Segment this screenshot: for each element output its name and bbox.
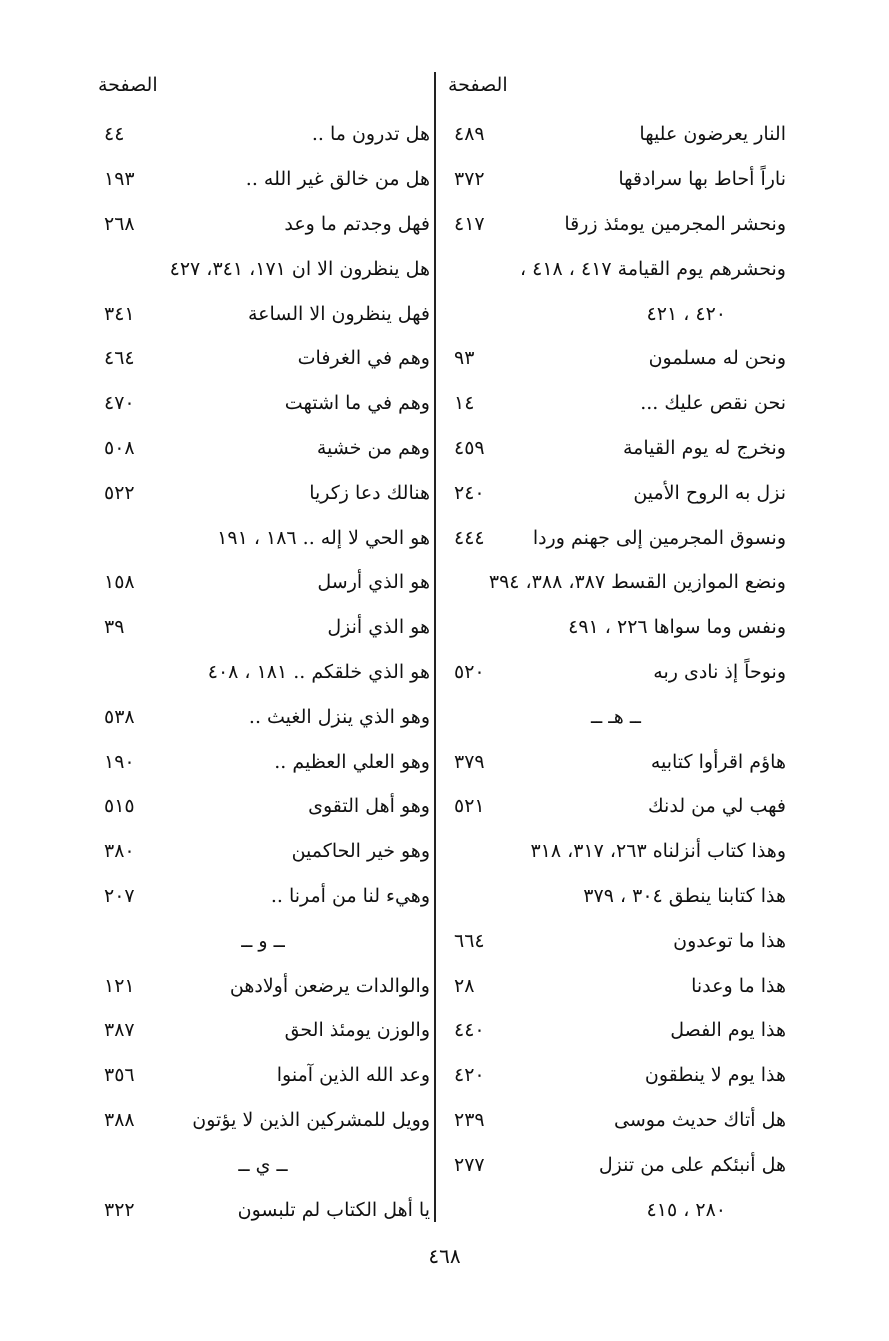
entry-page-number: ٣٤١ [104, 302, 135, 325]
section-letter: ــ هـ ــ [591, 705, 641, 728]
index-entry [96, 157, 430, 202]
page-number: ٤٦٨ [428, 1244, 461, 1268]
index-entry [96, 381, 430, 426]
entry-phrase: ناراً أحاط بها سرادقها [618, 168, 786, 191]
entry-phrase: وهم من خشية [316, 436, 430, 459]
entry-page-number: ٢٧٧ [454, 1153, 485, 1176]
index-entry [446, 202, 786, 247]
entry-phrase: ٢٨٠ ، ٤١٥ [646, 1198, 726, 1221]
entry-phrase: والوالدات يرضعن أولادهن [229, 974, 430, 997]
entry-phrase: هذا ما وعدنا [691, 974, 786, 997]
entry-phrase: وهم في ما اشتهت [284, 392, 430, 415]
entry-page-number: ٤٤٤ [454, 526, 485, 549]
entry-phrase: وهو أهل التقوى [308, 795, 430, 818]
index-entry [446, 336, 786, 381]
entry-page-number: ٢٦٨ [104, 212, 135, 235]
right-index-column [446, 112, 786, 1232]
entry-page-number: ٤١٧ [454, 212, 485, 235]
entry-phrase: ونخرج له يوم القيامة [622, 436, 786, 459]
index-entry [96, 112, 430, 157]
index-entry [96, 426, 430, 471]
index-entry [96, 784, 430, 829]
index-entry [446, 157, 786, 202]
section-letter: ــ و ــ [241, 929, 285, 952]
index-entry [446, 874, 786, 919]
entry-page-number: ٤٤٠ [454, 1019, 485, 1042]
entry-phrase: ونفس وما سواها ٢٢٦ ، ٤٩١ [568, 616, 786, 639]
entry-phrase: هو الذي أنزل [327, 616, 430, 639]
entry-phrase: وهم في الغرفات [297, 347, 430, 370]
entry-phrase: وويل للمشركين الذين لا يؤتون [192, 1108, 430, 1131]
entry-phrase: هو الذي خلقكم .. ١٨١ ، ٤٠٨ [207, 660, 430, 683]
entry-phrase: ونضع الموازين القسط ٣٨٧، ٣٨٨، ٣٩٤ [488, 571, 786, 594]
index-entry [446, 1187, 786, 1232]
index-entry [446, 246, 786, 291]
entry-phrase: ٤٢٠ ، ٤٢١ [646, 302, 726, 325]
entry-page-number: ٥٣٨ [104, 705, 135, 728]
entry-page-number: ٥٠٨ [104, 436, 135, 459]
entry-page-number: ٣٨٨ [104, 1108, 135, 1131]
entry-phrase: وهيء لنا من أمرنا .. [270, 884, 430, 907]
entry-page-number: ٤٨٩ [454, 123, 485, 146]
index-entry [446, 650, 786, 695]
index-entry [96, 1053, 430, 1098]
entry-page-number: ٥٢٠ [454, 660, 485, 683]
entry-phrase: هذا يوم الفصل [670, 1019, 786, 1042]
entry-phrase: هل أتاك حديث موسى [614, 1108, 786, 1131]
entry-page-number: ٣٢٢ [104, 1198, 135, 1221]
entry-phrase: هذا يوم لا ينطقون [644, 1064, 786, 1087]
entry-phrase: فهل وجدتم ما وعد [284, 212, 430, 235]
index-entry [446, 291, 786, 336]
section-letter: ــ ي ــ [238, 1153, 288, 1176]
index-entry [446, 112, 786, 157]
entry-phrase: هل أنبئكم على من تنزل [598, 1153, 786, 1176]
entry-phrase: هذا ما توعدون [673, 929, 786, 952]
entry-phrase: يا أهل الكتاب لم تلبسون [237, 1198, 430, 1221]
index-entry [96, 1008, 430, 1053]
index-entry [96, 1187, 430, 1232]
index-entry [96, 739, 430, 784]
entry-phrase: ونحن له مسلمون [648, 347, 786, 370]
entry-phrase: ونسوق المجرمين إلى جهنم وردا [532, 526, 786, 549]
entry-phrase: هو الذي أرسل [317, 571, 430, 594]
entry-page-number: ٣٥٦ [104, 1064, 135, 1087]
entry-page-number: ١٩٠ [104, 750, 135, 773]
index-entry [96, 470, 430, 515]
index-entry [96, 202, 430, 247]
index-entry [446, 829, 786, 874]
index-entry [446, 739, 786, 784]
entry-page-number: ٤٧٠ [104, 392, 135, 415]
section-letter-heading [96, 918, 430, 963]
entry-phrase: هاؤم اقرأوا كتابيه [650, 750, 786, 773]
entry-phrase: هذا كتابنا ينطق ٣٠٤ ، ٣٧٩ [583, 884, 786, 907]
entry-page-number: ١٤ [454, 392, 475, 415]
entry-page-number: ٢٣٩ [454, 1108, 485, 1131]
entry-page-number: ١٢١ [104, 974, 135, 997]
page-column-header-right: الصفحة [448, 74, 508, 96]
index-entry [96, 694, 430, 739]
index-entry [96, 874, 430, 919]
entry-page-number: ٤٦٤ [104, 347, 135, 370]
entry-page-number: ٣٩ [104, 616, 125, 639]
entry-phrase: وهذا كتاب أنزلناه ٢٦٣، ٣١٧، ٣١٨ [530, 840, 786, 863]
entry-page-number: ٤٥٩ [454, 436, 485, 459]
entry-phrase: وهو خير الحاكمين [291, 840, 430, 863]
entry-page-number: ٩٣ [454, 347, 475, 370]
entry-phrase: وعد الله الذين آمنوا [276, 1064, 430, 1087]
entry-phrase: فهب لي من لدنك [648, 795, 786, 818]
index-entry [446, 426, 786, 471]
index-entry [96, 246, 430, 291]
entry-phrase: النار يعرضون عليها [639, 123, 786, 146]
entry-page-number: ٣٧٩ [454, 750, 485, 773]
entry-page-number: ٥١٥ [104, 795, 135, 818]
index-entry [446, 560, 786, 605]
index-entry [446, 1098, 786, 1143]
entry-page-number: ٣٨٧ [104, 1019, 135, 1042]
index-entry [446, 963, 786, 1008]
entry-page-number: ١٥٨ [104, 571, 135, 594]
entry-phrase: وهو الذي ينزل الغيث .. [248, 705, 430, 728]
entry-phrase: ونوحاً إذ نادى ربه [653, 660, 786, 683]
entry-page-number: ٣٨٠ [104, 840, 135, 863]
index-entry [96, 560, 430, 605]
entry-phrase: نزل به الروح الأمين [633, 481, 786, 504]
entry-page-number: ٢٤٠ [454, 481, 485, 504]
entry-phrase: هل ينظرون الا ان ١٧١، ٣٤١، ٤٢٧ [169, 257, 430, 280]
left-index-column [96, 112, 430, 1232]
entry-phrase: ونحشرهم يوم القيامة ٤١٧ ، ٤١٨ ، [519, 257, 786, 280]
index-entry [446, 515, 786, 560]
entry-phrase: وهو العلي العظيم .. [274, 750, 430, 773]
entry-page-number: ٢٨ [454, 974, 475, 997]
entry-phrase: هل من خالق غير الله .. [245, 168, 430, 191]
entry-page-number: ١٩٣ [104, 168, 135, 191]
section-letter-heading [446, 694, 786, 739]
entry-page-number: ٤٢٠ [454, 1064, 485, 1087]
index-entry [446, 784, 786, 829]
entry-page-number: ٥٢٢ [104, 481, 135, 504]
index-entry [446, 1008, 786, 1053]
entry-phrase: والوزن يومئذ الحق [284, 1019, 430, 1042]
entry-phrase: نحن نقص عليك ... [640, 392, 786, 415]
entry-page-number: ٤٤ [104, 123, 125, 146]
index-entry [96, 963, 430, 1008]
index-entry [446, 918, 786, 963]
index-entry [96, 291, 430, 336]
column-divider [434, 72, 436, 1222]
index-entry [96, 515, 430, 560]
entry-phrase: هنالك دعا زكريا [309, 481, 430, 504]
entry-phrase: هل تدرون ما .. [311, 123, 430, 146]
index-entry [446, 605, 786, 650]
entry-page-number: ٥٢١ [454, 795, 485, 818]
entry-page-number: ٣٧٢ [454, 168, 485, 191]
entry-phrase: فهل ينظرون الا الساعة [247, 302, 430, 325]
entry-phrase: هو الحي لا إله .. ١٨٦ ، ١٩١ [217, 526, 430, 549]
section-letter-heading [96, 1142, 430, 1187]
index-entry [446, 1053, 786, 1098]
index-entry [96, 650, 430, 695]
index-entry [96, 605, 430, 650]
entry-phrase: ونحشر المجرمين يومئذ زرقا [564, 212, 786, 235]
entry-page-number: ٢٠٧ [104, 884, 135, 907]
index-entry [96, 1098, 430, 1143]
index-entry [96, 336, 430, 381]
index-entry [446, 381, 786, 426]
index-entry [96, 829, 430, 874]
index-entry [446, 470, 786, 515]
page-column-header-left: الصفحة [98, 74, 158, 96]
entry-page-number: ٦٦٤ [454, 929, 485, 952]
index-entry [446, 1142, 786, 1187]
